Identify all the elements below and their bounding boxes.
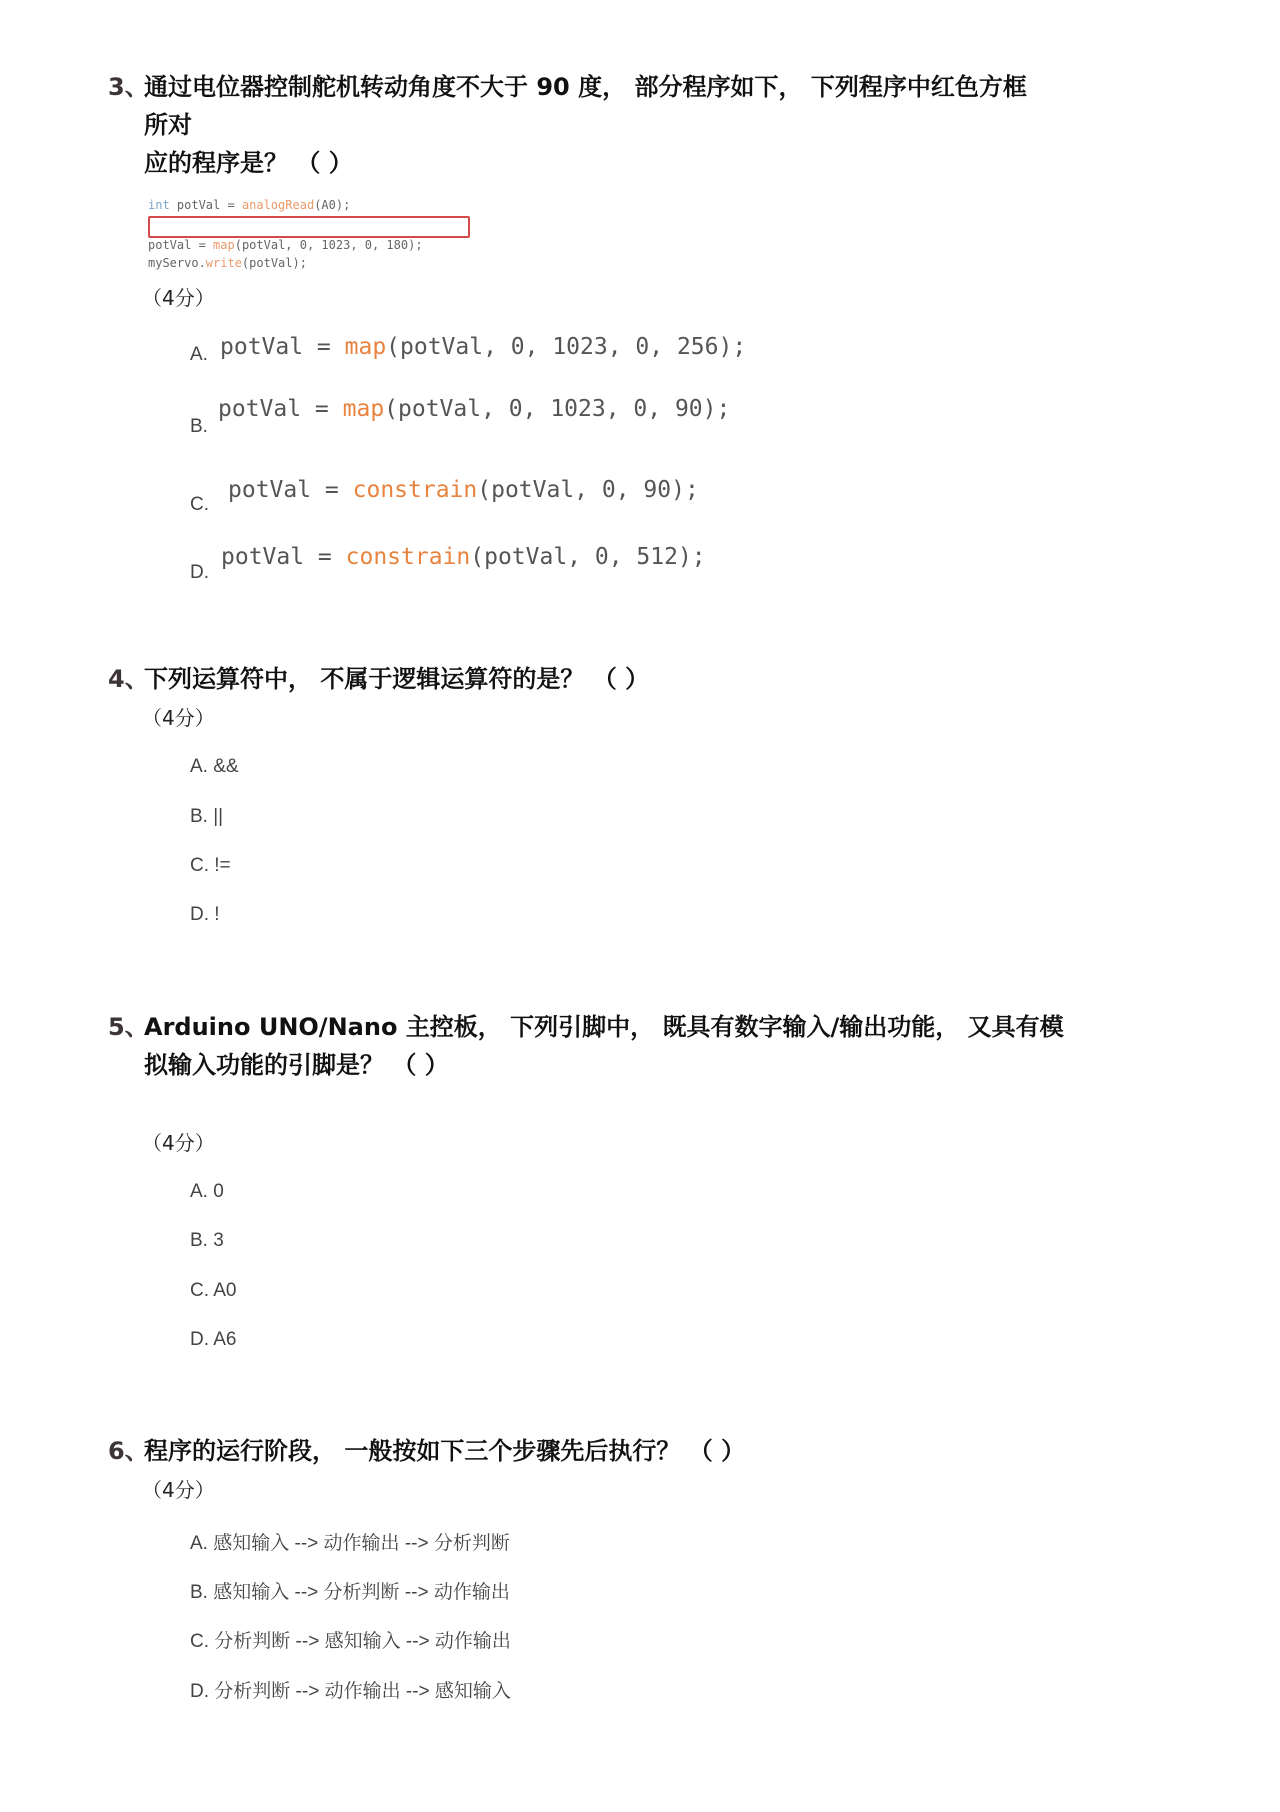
question-4-score: （4分） bbox=[142, 706, 215, 730]
option-c[interactable]: C. 分析判断 --> 感知输入 --> 动作输出 bbox=[190, 1631, 511, 1652]
question-6-score: （4分） bbox=[142, 1478, 215, 1502]
option-d-code[interactable]: potVal = constrain(potVal, 0, 512); bbox=[221, 544, 706, 570]
option-a-code[interactable]: potVal = map(potVal, 0, 1023, 0, 256); bbox=[220, 334, 747, 360]
red-highlight-box bbox=[148, 216, 470, 238]
code-line-write: myServo.write(potVal); bbox=[148, 256, 307, 270]
option-a[interactable]: A. && bbox=[190, 756, 239, 777]
question-6 bbox=[108, 1432, 1168, 1470]
code-snippet: int potVal = analogRead(A0); bbox=[148, 198, 351, 212]
option-b[interactable]: B. || bbox=[190, 806, 224, 827]
option-c-code[interactable]: potVal = constrain(potVal, 0, 90); bbox=[228, 477, 699, 503]
question-4-line1: 4、 下列运算符中， 不属于逻辑运算符的是？ （ ） bbox=[108, 660, 1168, 698]
question-5-line2: 拟输入功能的引脚是？ （ ） bbox=[144, 1051, 449, 1079]
option-b[interactable]: B. 感知输入 --> 分析判断 --> 动作输出 bbox=[190, 1582, 510, 1603]
option-d-letter[interactable]: D. bbox=[190, 562, 209, 583]
code-line-map: potVal = map(potVal, 0, 1023, 0, 180); bbox=[148, 238, 423, 252]
question-3 bbox=[108, 68, 1168, 182]
option-b-code[interactable]: potVal = map(potVal, 0, 1023, 0, 90); bbox=[218, 396, 731, 422]
option-b-letter[interactable]: B. bbox=[190, 416, 208, 437]
question-5 bbox=[108, 1008, 1168, 1084]
option-d[interactable]: D. 分析判断 --> 动作输出 --> 感知输入 bbox=[190, 1681, 511, 1702]
option-b[interactable]: B. 3 bbox=[190, 1230, 224, 1251]
question-3-line1: 3、 通过电位器控制舵机转动角度不大于 90 度， 部分程序如下， 下列程序中红色方框 bbox=[108, 68, 1168, 106]
option-a-letter[interactable]: A. bbox=[190, 344, 208, 365]
question-3-line2: 所对 bbox=[144, 111, 192, 139]
question-5-score: （4分） bbox=[142, 1131, 215, 1155]
question-3-line3: 应的程序是？ （ ） bbox=[144, 149, 353, 177]
option-d[interactable]: D. ! bbox=[190, 904, 220, 925]
option-a[interactable]: A. 0 bbox=[190, 1181, 224, 1202]
question-3-score: （4分） bbox=[142, 286, 215, 310]
option-d[interactable]: D. A6 bbox=[190, 1329, 237, 1350]
question-5-line1: 5、 Arduino UNO/Nano 主控板， 下列引脚中， 既具有数字输入/输出功能， 又具有模 bbox=[108, 1008, 1168, 1046]
option-c[interactable]: C. A0 bbox=[190, 1280, 237, 1301]
option-c-letter[interactable]: C. bbox=[190, 494, 209, 515]
question-number: 5、 bbox=[108, 1013, 149, 1041]
question-number: 4、 bbox=[108, 665, 149, 693]
option-a[interactable]: A. 感知输入 --> 动作输出 --> 分析判断 bbox=[190, 1533, 510, 1554]
question-4 bbox=[108, 660, 1168, 698]
question-number: 6、 bbox=[108, 1437, 149, 1465]
option-c[interactable]: C. != bbox=[190, 855, 231, 876]
question-6-line1: 6、 程序的运行阶段， 一般按如下三个步骤先后执行？ （ ） bbox=[108, 1432, 1168, 1470]
question-number: 3、 bbox=[108, 73, 149, 101]
